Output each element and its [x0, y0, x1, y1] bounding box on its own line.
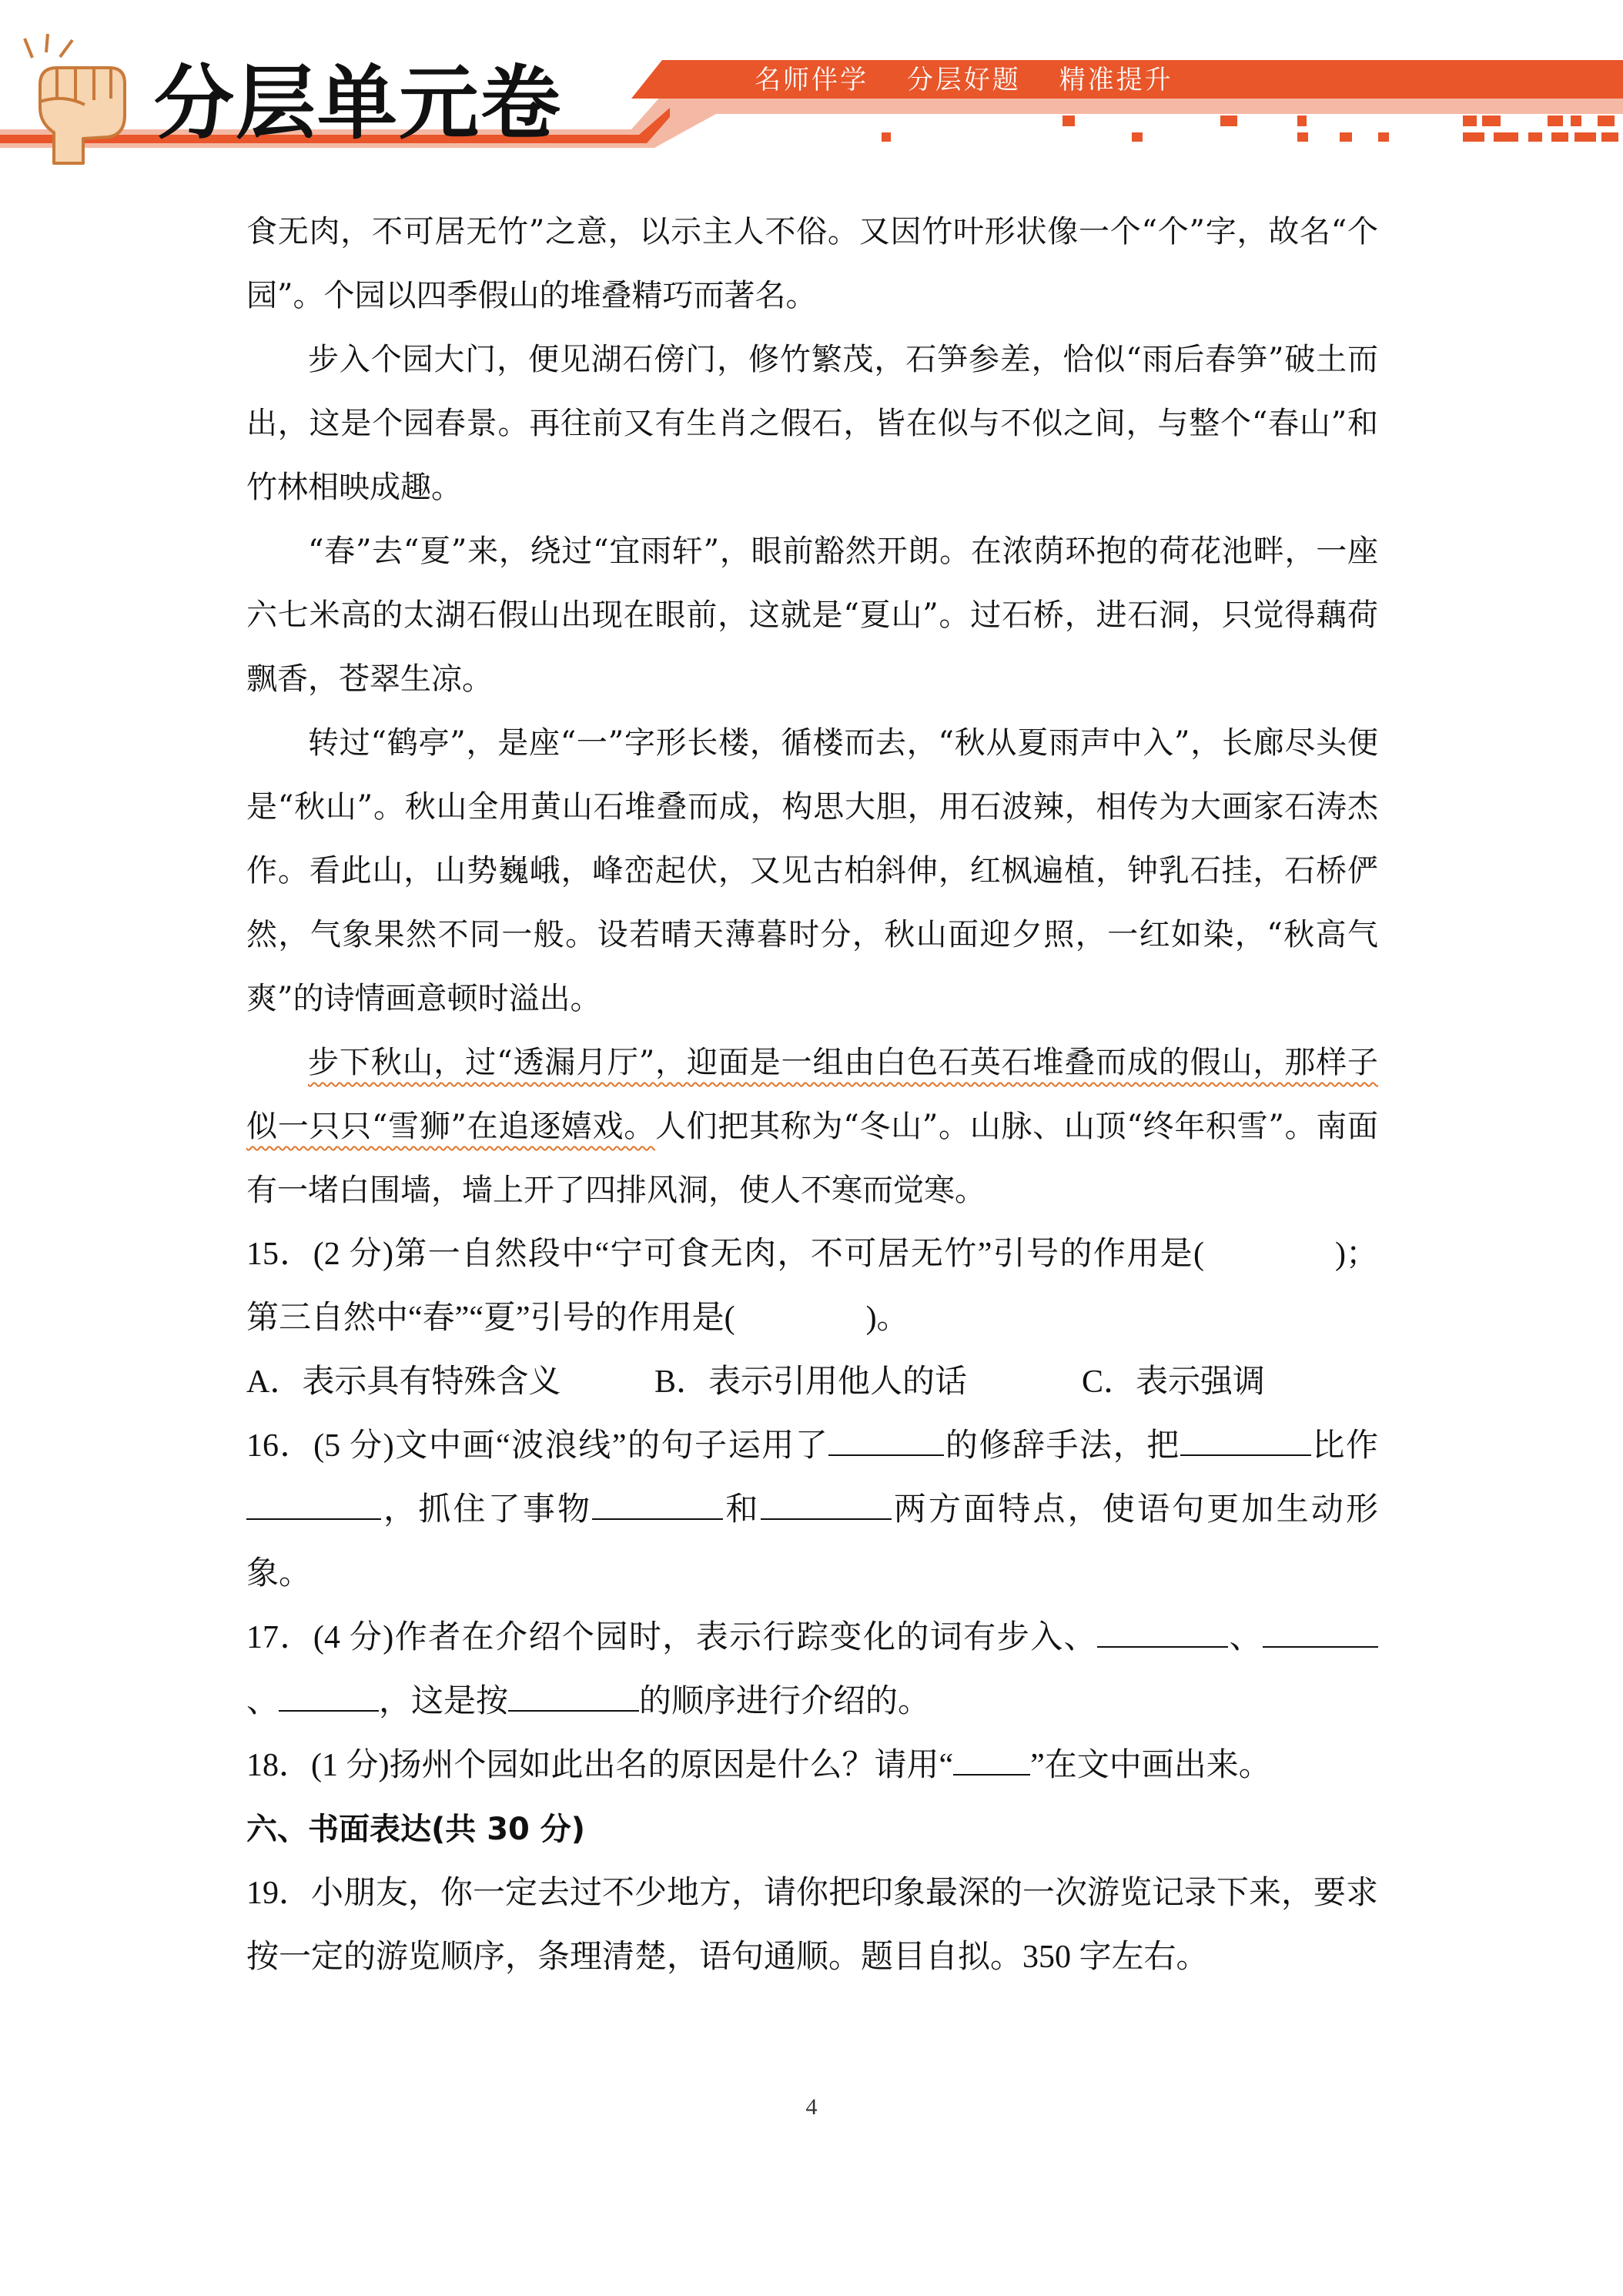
answer-blank[interactable]: [761, 1491, 892, 1520]
answer-blank[interactable]: [508, 1682, 639, 1712]
q17-text: ，这是按: [379, 1684, 509, 1719]
brand-title: 分层单元卷: [154, 56, 563, 150]
answer-blank[interactable]: [246, 1491, 381, 1520]
option-b: B．表示引用他人的话: [654, 1364, 968, 1400]
option-c: C．表示强调: [1082, 1364, 1266, 1400]
q15-text-c: )。: [865, 1300, 909, 1336]
answer-blank[interactable]: [279, 1682, 379, 1712]
q16-text: 比作: [1310, 1428, 1378, 1464]
page-number: 4: [805, 2094, 818, 2120]
question-15-options: [246, 1350, 1378, 1414]
q18-text: ”在文中画出来。: [1030, 1748, 1271, 1783]
question-17: [246, 1606, 1378, 1734]
fist-icon: [9, 31, 156, 166]
passage-paragraph-5: [246, 1031, 1378, 1223]
paragraph-5-rest: 人们把其称为“冬山”。山脉、山顶“终年积雪”。南面有一堵白围墙，墙上开了四排风洞，使人不寒而觉寒。: [246, 1109, 1379, 1208]
answer-blank[interactable]: [1180, 1427, 1311, 1456]
section-heading: 六、书面表达(共 30 分): [246, 1812, 586, 1847]
q15-text-a: 15．(2 分)第一自然段中“宁可食无肉，不可居无竹”引号的作用是(: [246, 1237, 1204, 1272]
header-slogan: [755, 59, 1201, 96]
passage-paragraph-3: “春”去“夏”来，绕过“宜雨轩”，眼前豁然开朗。在浓荫环抱的荷花池畔，一座六七米高的太湖石假山出现在眼前，这就是“夏山”。过石桥，进石洞，只觉得藕荷飘香，苍翠生凉。: [246, 534, 1378, 697]
q17-text: 17．(4 分)作者在介绍个园时，表示行踪变化的词有步入、: [246, 1620, 1098, 1655]
page-header: [0, 0, 1623, 169]
answer-blank[interactable]: [1097, 1618, 1228, 1648]
q16-text: ，抓住了事物: [381, 1492, 593, 1528]
question-15: [246, 1223, 1378, 1350]
q17-text: 的顺序进行介绍的。: [639, 1684, 931, 1719]
answer-blank[interactable]: [592, 1491, 723, 1520]
question-16: [246, 1414, 1378, 1606]
passage-paragraph-2: 步入个园大门，便见湖石傍门，修竹繁茂，石笋参差，恰似“雨后春笋”破土而出，这是个园春景。再往前又有生肖之假石，皆在似与不似之间，与整个“春山”和竹林相映成趣。: [246, 342, 1378, 505]
q16-text: 两方面特点，使语句更加生动形象。: [246, 1492, 1378, 1591]
q17-text: 、: [246, 1684, 279, 1719]
passage-paragraph-4: 转过“鹤亭”，是座“一”字形长楼，循楼而去，“秋从夏雨声中入”，长廊尽头便是“秋山”。秋山全用黄山石堆叠而成，构思大胆，用石波辣，相传为大画家石涛杰作。看此山，山势巍峨，峰峦起伏，又见古柏斜伸，红枫遍植，钟乳石挂，石桥俨然，气象果然不同一般。设若晴天薄暮时分，秋山面迎夕照，一红如染，“秋高气爽”的诗情画意顿时溢出。: [246, 725, 1378, 1016]
wavy-underlined-sentence: 步下秋山，过“透漏月厅”，迎面是一组由白色石英石堆叠而成的假山，那样子似一只只“雪狮”在追逐嬉戏。: [246, 1045, 1378, 1144]
passage-paragraph-1: 食无肉，不可居无竹”之意，以示主人不俗。又因竹叶形状像一个“个”字，故名“个园”。个园以四季假山的堆叠精巧而著名。: [246, 214, 1378, 313]
q16-text: 的修辞手法，把: [944, 1428, 1180, 1464]
q15-text-b: )；第三自然中“春”“夏”引号的作用是(: [246, 1237, 1378, 1336]
question-18: [246, 1734, 1378, 1798]
slogan-item: 名师伴学: [755, 65, 868, 95]
option-a: A．表示具有特殊含义: [246, 1364, 561, 1400]
q18-text: 18．(1 分)扬州个园如此出名的原因是什么？请用“: [246, 1748, 954, 1783]
q17-text: 、: [1228, 1620, 1263, 1655]
q16-text: 和: [723, 1492, 761, 1528]
answer-blank[interactable]: [828, 1427, 944, 1456]
slogan-item: 分层好题: [906, 65, 1021, 95]
underline-sample: [953, 1746, 1030, 1776]
q16-text: 16．(5 分)文中画“波浪线”的句子运用了: [246, 1428, 829, 1464]
page-content: [246, 200, 1378, 1990]
slogan-item: 精准提升: [1059, 65, 1173, 95]
answer-blank[interactable]: [1263, 1618, 1378, 1648]
question-19: 19．小朋友，你一定去过不少地方，请你把印象最深的一次游览记录下来，要求按一定的游览顺序，条理清楚，语句通顺。题目自拟。350 字左右。: [246, 1876, 1379, 1975]
